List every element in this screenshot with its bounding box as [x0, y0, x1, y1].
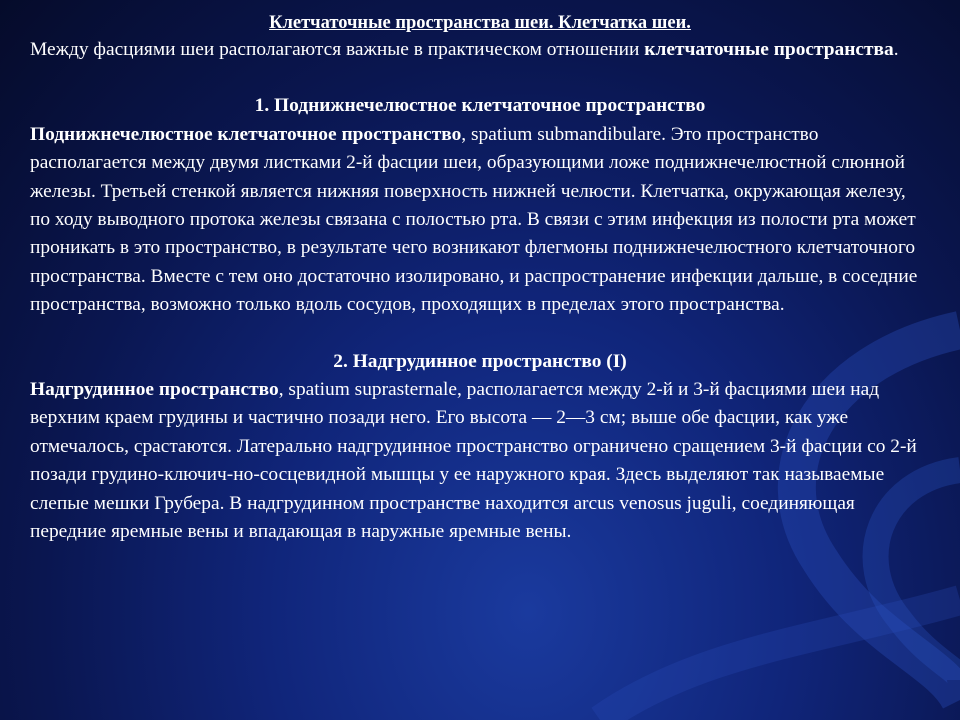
spacer — [30, 320, 930, 348]
slide-title: Клетчаточные пространства шеи. Клетчатка шеи. — [269, 13, 691, 33]
section1-paragraph — [30, 121, 930, 320]
section2-paragraph — [30, 376, 930, 546]
intro-bold-term: клетчаточные пространства — [644, 39, 894, 60]
section1-term: Поднижнечелюстное клетчаточное пространство — [30, 123, 462, 145]
section1-heading: 1. Поднижнечелюстное клетчаточное пространство — [254, 95, 706, 117]
section1-body: , spatium submandibulare. Это пространство располагается между двумя листками 2-й фасции шеи, образующими ложе поднижнечелюстной слюнной железы. Третьей стенкой является нижняя поверхность нижней челюсти. Клетчатка, окружающая железу, по ходу выводного протока железы связана с полостью рта. В связи с этим инфекция из полости рта может проникать в это пространство, в результате чего возникают флегмоны поднижнечелюстного клетчаточного пространства. Вместе с тем оно достаточно изолировано, и распространение инфекции дальше, в соседние пространства, возможно только вдоль сосудов, проходящих в пределах этого пространства. — [30, 123, 918, 316]
spacer — [30, 64, 930, 92]
intro-text: Между фасциями шеи располагаются важные в практическом отношении — [30, 39, 645, 60]
section2-body: , spatium suprasternale, располагается между 2-й и 3-й фасциями шеи над верхним краем грудины и частично позади него. Его высота — 2—3 см; выше обе фасции, как уже отмечалось, срастаются. Латерально надгрудинное пространство ограничено сращением 3-й фасции со 2-й позади грудино-ключич-но-сосцевидной мышцы у ее наружного края. Здесь выделяют так называемые слепые мешки Грубера. В надгрудинном пространстве находится arcus venosus juguli, соединяющая передние яремные вены и впадающая в наружные яремные вены. — [30, 379, 917, 543]
section2-term: Надгрудинное пространство — [30, 379, 279, 401]
intro-end: . — [893, 39, 899, 60]
intro-paragraph — [30, 36, 930, 64]
slide-content — [30, 10, 930, 547]
section2-heading: 2. Надгрудинное пространство (I) — [333, 350, 627, 372]
